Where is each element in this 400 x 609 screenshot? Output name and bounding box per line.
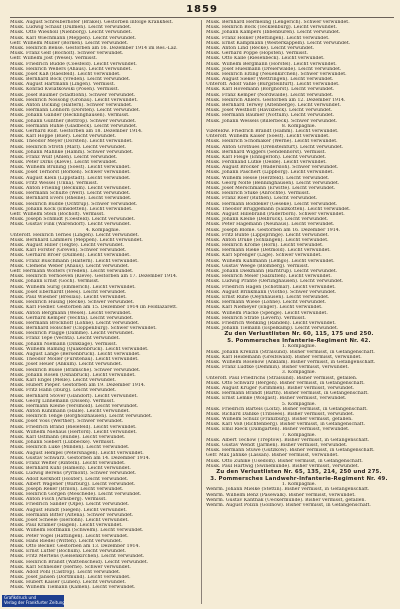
casualty-entry: Musk. Joseph Reker (Brilon). Leicht verwundet.: [10, 486, 124, 492]
casualty-entry: Musk. Bernhard Bock (Vreden). Leicht verwundet.: [10, 77, 131, 83]
casualty-entry: Musk. August Bröcker (Wadersloh). Schwer verwundet.: [206, 165, 339, 171]
casualty-entry: Musk. Peter Hagemann (Neuhaus). Leicht verwundet.: [206, 222, 335, 228]
casualty-entry: Musk. Bernhard Stöver (Glandorf). Leicht verwundet.: [10, 393, 138, 399]
casualty-entry: Musk. Otto Becker. Gestorben am 13. Dezember 1914.: [10, 543, 141, 549]
left-column: [10, 20, 196, 604]
casualty-entry: Musk. Franz Kemper (Nordwalde). Leicht verwundet.: [206, 92, 334, 98]
casualty-entry: Musk. Fritz Mertens (Gelsenkirchen). Leicht verwundet.: [10, 554, 145, 560]
casualty-entry: Musk. Karl Fiedler. Gestorben am 15. Dezember 1914 im Feldlazarett.: [10, 305, 178, 311]
casualty-entry: Musk. Heinrich Verhoeven (Kleve). Gestorben am 17. Dezember 1914.: [10, 274, 178, 280]
column-divider: [201, 20, 202, 604]
casualty-entry: Musk. Adolf Kerkhoff (Höxter). Leicht verwundet.: [10, 476, 129, 482]
casualty-entry: Musk. Heinrich Budde (Ochtrup). Schwer verwundet.: [10, 201, 138, 207]
casualty-entry: Musk. Paul Krämer (Hagen). Leicht verwundet.: [10, 523, 123, 529]
casualty-entry: Musk. Josef Scheele (Iserlohn). Leicht verwundet.: [10, 518, 129, 523]
casualty-entry: Musk. Josef Jansen (Dortmund). Leicht verwundet.: [10, 575, 131, 581]
casualty-entry: Musk. Otto Zühlke (Usedom). Bisher vermisst, in Gefangenschaft.: [206, 458, 363, 464]
casualty-entry: Musk. Heinrich Brandt (Wattenscheid). Leicht verwundet.: [10, 559, 149, 565]
casualty-entry: Musk. Gustav Fink (Warendorf). Leicht verwundet.: [10, 222, 132, 228]
casualty-entry: Musk. Karl Förster (Greven). Schwer verwundet.: [10, 248, 127, 254]
casualty-entry: Musk. Franz Hölker (Mettingen). Leicht verwundet.: [206, 35, 330, 41]
casualty-entry: Musk. Karl Engel (Melle). Leicht verwundet.: [10, 377, 117, 383]
casualty-entry: Musk. Ernst Kampmann (Westerkappeln). Leicht verwundet.: [206, 40, 351, 46]
casualty-entry: Musk. Fritz Hahn (Iburg). Leicht verwundet.: [10, 388, 117, 394]
casualty-entry: Musk. Hermann Bitter (Altena). Schwer verwundet.: [10, 512, 134, 518]
casualty-entry: Musk. Johann Kleine (Delbrück). Leicht verwundet.: [206, 217, 329, 223]
footer-line-2: Verlag der Frankfurter Zeitung: [4, 600, 65, 606]
casualty-entry: Musk. Heinrich Meier (Salzuflen). Leicht verwundet.: [206, 274, 332, 280]
casualty-entry: Musk. Karl Schneider (Herne). Schwer verwundet.: [10, 564, 131, 570]
casualty-entry: Musk. Heinrich Lüke (Minden). Leicht verwundet.: [10, 445, 130, 451]
casualty-entry: Musk. Wilhelm Bergmann (Hörstel). Leicht verwundet.: [206, 61, 337, 67]
casualty-entry: Musk. Josef Terhorst (Borken). Schwer verwundet.: [10, 170, 131, 176]
casualty-entry: Musk. Hermann Stüwe (Gützkow). Bisher vermisst, in Gefangenschaft.: [206, 448, 375, 454]
casualty-entry: Musk. Peter Dirks (Kleve). Leicht verwundet.: [10, 160, 118, 166]
casualty-entry: Musk. Wilhelm Hoffmann (Schwelm). Leicht verwundet.: [10, 528, 144, 534]
casualty-entry: Musk. Friedrich Sander (Olpe). Leicht verwundet.: [10, 502, 130, 508]
casualty-entry: Musk. Johann Günther (Bottrop). Schwer verwundet.: [10, 118, 137, 124]
casualty-entry: Musk. August Hempel (Petershagen). Leicht verwundet.: [10, 450, 144, 456]
casualty-entry: Musk. Georg Linnemann (Dissen). Vermisst.: [10, 398, 115, 404]
casualty-entry: Musk. Clemens Weber (Ahaus). Leicht verwundet.: [10, 263, 130, 269]
casualty-entry: Musk. Wilhelm Placke (Spenge). Leicht verwundet.: [206, 310, 328, 316]
casualty-entry: Musk. Anton Drüke (Schlangen). Leicht verwundet.: [206, 237, 329, 243]
casualty-entry: Musk. Anton Frieling (Beckum). Leicht verwundet.: [10, 186, 131, 191]
casualty-entry: Gefr. Wilhelm Jost (Wesel). Vermisst.: [10, 56, 98, 62]
casualty-entry: Musk. Johann Diekmann (Barntrup). Leicht verwundet.: [206, 269, 338, 274]
casualty-entry: Musk. Karl Ostmann (Bünde). Leicht verwundet.: [10, 435, 126, 440]
casualty-entry: Musk. Konrad Kwiatkowski (Posen). Vermisst.: [10, 87, 120, 93]
casualty-entry: Musk. Wilhelm Sürig (Emmerich). Leicht verwundet.: [10, 284, 136, 290]
casualty-entry: Musk. Anton Lind (Recke). Leicht verwundet.: [206, 45, 315, 51]
casualty-entry: Musk. Wilhelm Schulz (Franzburg). Bisher vermisst, gefallen.: [206, 417, 353, 423]
casualty-entry: Musk. Wilhelm Niehaus (Herford). Leicht verwundet.: [10, 429, 137, 435]
casualty-entry: Wehrm. Wilhelm Benz (Pasewalk). Bisher vermisst, verwundet.: [206, 492, 356, 498]
casualty-entry: Musk. Josef Voss (Werther). Schwer verwundet.: [10, 419, 124, 425]
casualty-entry: Musk. Bernhard Hermeling (Lengerich). Schwer verwundet.: [206, 20, 350, 25]
casualty-entry: Musk. Franz Buschmann (Haltern). Leicht verwundet.: [10, 258, 139, 264]
company-heading: 5. Kompagnie.: [281, 401, 317, 407]
casualty-entry: Unteroff. Wilhelm Kaiser (Soest). Leicht verwundet.: [206, 134, 330, 140]
casualty-entry: Musk. Anton Grothues (Drensteinfurt). Leicht verwundet.: [206, 144, 344, 150]
casualty-entry: Musk. Franz Welter (Rinteln). Leicht verwundet.: [10, 460, 126, 466]
casualty-entry: Musk. Paul Hartwig (Swinemünde). Bisher vermisst, verwundet.: [206, 463, 360, 469]
section-heading: Zu den Verlustlisten Nr. 65, 135, 214, 250 und 275.: [216, 468, 382, 475]
casualty-entry: Musk. Heinrich Strate (Levern). Vermisst.: [206, 315, 306, 321]
casualty-entry: Musk. Hubert Pieper. Gestorben am 19. Dezember 1914.: [10, 383, 146, 389]
casualty-entry: Vizefeldw. Friedrich Brandt (Hamm). Leicht verwundet.: [206, 128, 339, 134]
casualty-entry: Musk. Gerhard Broer (Dülmen). Leicht verwundet.: [10, 253, 131, 259]
casualty-entry: Musk. Friedrich Brand (Bielefeld). Leicht verwundet.: [10, 424, 137, 430]
casualty-entry: Musk. Johann Ernst (Goch). Vermisst.: [10, 279, 100, 285]
casualty-entry: Musk. Johann Gander (Recklinghausen). Vermisst.: [10, 113, 130, 119]
casualty-entry: Musk. Karl Hoppe (Buer). Leicht verwundet.: [10, 134, 117, 140]
casualty-entry: Musk. Heinrich Wellers (Ahaus). Leicht verwundet.: [10, 66, 132, 72]
casualty-entry: Musk. Anton Kuhlmann (Halle). Leicht verwundet.: [10, 409, 130, 415]
casualty-entry: Musk. Heinrich Ahlers. Gestorben am 12. Dezember 1914.: [206, 97, 346, 103]
casualty-entry: Musk. Fritz Wessel (Unna). Vermisst.: [10, 180, 99, 186]
casualty-entry: Gefr. Wilhelm Müller (Borken). Leicht verwundet.: [10, 40, 129, 46]
casualty-entry: Musk. Anton Bergmann (Wesel). Leicht verwundet.: [10, 310, 132, 316]
casualty-entry: Musk. Ludwig Prante (Oerlinghausen). Leicht verwundet.: [206, 279, 344, 285]
casualty-entry: Musk. Franz Roer (Rüthen). Leicht verwundet.: [206, 196, 318, 202]
casualty-entry: Wehrm. Gustav Kanthak (Ueckermünde). Bisher vermisst, gefallen.: [206, 497, 367, 503]
casualty-entry: Musk. Bernhard Hölscher (Cloppenburg). Schwer verwundet.: [10, 326, 157, 332]
casualty-entry: Musk. Johann Rosen (Osnabrück). Leicht verwundet.: [10, 372, 136, 378]
casualty-entry: Wehrm. August Polzin (Gollnow). Bisher vermisst, in Gefangenschaft.: [206, 502, 371, 508]
casualty-entry: Musk. August Lange (Bersenbrück). Leicht verwundet.: [10, 352, 141, 357]
casualty-entry: Musk. Bernhard Wiggers (Sendenhorst). Vermisst.: [206, 149, 327, 155]
casualty-entry: Musk. Otto Wiesholl (Nienborg). Leicht verwundet.: [10, 30, 133, 36]
casualty-entry: Musk. August Hartmann (Lingen). Vermisst.: [10, 82, 116, 88]
footer-line-1: Grafikdruck und: [4, 595, 37, 601]
casualty-entry: Musk. Josef Westhoff (Havixbeck). Leicht verwundet.: [206, 108, 333, 114]
casualty-entry: Musk. Ernst Lutter (Bochum). Leicht verwundet.: [10, 549, 127, 555]
company-heading: 8. Kompagnie.: [281, 123, 317, 129]
casualty-entry: Musk. Heinrich Busse (Bramsche). Schwer verwundet.: [10, 367, 141, 373]
casualty-entry: Musk. Karl Hovemann (Borghorst). Leicht verwundet.: [206, 87, 335, 93]
casualty-entry: Unteroff. Heinrich Ternes (Lingen). Leicht verwundet.: [10, 232, 140, 238]
casualty-entry: Musk. Heinrich Nossong (Gronau). Leicht verwundet.: [10, 97, 138, 103]
casualty-entry: Musk. Johann Niemann (Dinklage). Vermisst.: [10, 341, 118, 347]
casualty-entry: Musk. Otto Kalle (Riesenbeck). Leicht verwundet.: [206, 56, 325, 62]
casualty-entry: Musk. Ludwig Berens (Pyrmont). Schwer verwundet.: [10, 471, 137, 477]
casualty-entry: Gefr. Hermann Wolters (Vreden). Leicht verwundet.: [10, 269, 134, 274]
casualty-entry: Musk. Ernst Lemke (Wolgast). Bisher vermisst, verwundet.: [206, 396, 347, 402]
casualty-entry: Musk. Heinrich Krome (Horn). Leicht verwundet.: [206, 243, 324, 249]
casualty-entry: Musk. Franz Lüdtke (Demmin). Bisher vermisst, verwundet.: [206, 365, 349, 371]
casualty-entry: Musk. Peter Vogel (Hattingen). Leicht verwundet.: [10, 533, 129, 539]
casualty-entry: Musk. Wilhelm Raming (Quakenbrück). Leicht verwundet.: [10, 346, 149, 352]
casualty-entry: Musk. Heinrich Stroth (Marl). Leicht verwundet.: [10, 144, 127, 150]
casualty-entry: Musk. Heinrich Görgen (Meschede). Leicht verwundet.: [10, 492, 142, 498]
casualty-entry: Musk. Theodor Brüggemann (Salzkotten). Leicht verwundet.: [206, 206, 351, 212]
casualty-entry: Musk. Friedrich Hagen (Schötmar). Leicht verwundet.: [206, 284, 336, 290]
casualty-entry: Musk. Hermann Bäumer (Nottuln). Leicht verwundet.: [206, 113, 335, 119]
casualty-entry: Musk. Friedrich Wehking (Rahden). Leicht verwundet.: [206, 320, 336, 326]
casualty-entry: Musk. Wilhelm Hesse (Herzfeld). Leicht verwundet.: [206, 175, 330, 181]
casualty-entry: Musk. Gerhard Poppe (Hopsten). Vermisst.: [206, 51, 309, 57]
casualty-entry: Musk. Josef Huesmann (Dreierwalde). Leicht verwundet.: [206, 66, 342, 72]
casualty-entry: Musk. Hermann Brandt (Barth). Bisher vermisst, in Gefangenschaft.: [206, 391, 369, 397]
company-heading: 4. Kompagnie.: [85, 227, 121, 233]
casualty-entry: Musk. Ludwig Schauf (Dülmen). Leicht verwundet.: [10, 25, 132, 31]
casualty-entry: Musk. Adolf Pohl (Castrop). Leicht verwundet.: [10, 569, 121, 575]
casualty-entry: Musk. Ferdinand Lütke (Oelde). Leicht verwundet.: [206, 160, 327, 166]
casualty-entry: Musk. Karl Sprenger (Lage). Schwer verwundet.: [206, 253, 322, 259]
casualty-entry: Musk. Wilhelm Rosenow (Anklam). Bisher vermisst, in Gefangenschaft.: [206, 360, 376, 365]
casualty-entry: Musk. Ernst Ruhe (Oeynhausen). Leicht verwundet.: [206, 294, 330, 300]
casualty-entry: Musk. Heinrich Tenge (Borgholzhausen). Leicht verwundet.: [10, 414, 153, 420]
casualty-entry: Musk. Gustav Schwarz. Gestorben am 14. Dezember 1914.: [10, 455, 151, 461]
casualty-entry: Musk. Wilhelm Kuhlmann (Lemgo). Leicht verwundet.: [206, 258, 335, 264]
casualty-entry: Musk. Karl Wiechmann (Meppen). Leicht verwundet.: [10, 35, 137, 41]
casualty-entry: Musk. Josef Bäumer (Stadtlohn). Schwer verwundet.: [10, 92, 136, 98]
casualty-entry: Musk. Hermann Böddeker (Geseke). Leicht verwundet.: [206, 201, 338, 207]
casualty-entry: Musk. Josef Heuer (Ankum). Leicht verwundet.: [10, 362, 123, 368]
casualty-entry: Musk. Gerhard Kemper (Vechta). Leicht verwundet.: [10, 315, 134, 321]
section-heading: Zu den Verlustlisten Nr. 60, 115, 175 und 250.: [224, 331, 374, 338]
casualty-entry: Musk. Theodor Möller (Fürstenau). Leicht verwundet.: [10, 357, 139, 363]
library-footer-badge: [2, 595, 64, 607]
casualty-entry: Musk. Johann Mahnke (Hamm). Schwer verwundet.: [10, 149, 134, 155]
casualty-entry: Musk. Franz Tepe (Vechta). Leicht verwundet.: [10, 336, 121, 342]
casualty-entry: Musk. Josef Eberhardt (Rees). Leicht verwundet.: [10, 289, 127, 295]
casualty-entry: Musk. Georg Nolte (Benninghausen). Leicht verwundet.: [206, 180, 340, 186]
casualty-entry: Musk. August Sieker (Wettringen). Leicht verwundet.: [206, 77, 334, 83]
casualty-entry: Musk. Heinrich Hüsing (Recke). Schwer verwundet.: [10, 300, 135, 306]
casualty-entry: Musk. Friedrich Bartels (Loitz). Bisher vermisst, in Gefangenschaft.: [206, 406, 368, 412]
casualty-entry: Musk. August Hiller (Telgte). Leicht verwundet.: [10, 243, 125, 249]
casualty-entry: Musk. Paul Wiesner (Breslau). Leicht verwundet.: [10, 294, 127, 300]
casualty-entry: Musk. Albert Techow (Treptow). Bisher vermisst, in Gefangenschaft.: [206, 437, 370, 443]
casualty-entry: Musk. Hermann Rühle (Gladbeck). Leicht verwundet.: [10, 123, 138, 129]
casualty-entry: Musk. Johann Krenzin (Stralsund). Bisher vermisst, in Gefangenschaft.: [206, 349, 375, 355]
casualty-entry: Musk. Richard Dahlke (Tribsees). Bisher vermisst, verwundet.: [206, 411, 355, 417]
casualty-entry: Musk. Karl Fleige (Ennigerloh). Leicht verwundet.: [206, 154, 327, 160]
casualty-entry: Musk. Theodor Meyer (Dorsten). Leicht verwundet.: [10, 139, 133, 145]
newspaper-page: [10, 4, 394, 604]
casualty-entry: Musk. Johann Kock (Emsdetten). Leicht verwundet.: [10, 206, 133, 212]
casualty-entry: Musk. Johann Tiemann (Espelkamp). Leicht verwundet.: [206, 326, 339, 332]
casualty-entry: Unteroff. Paul Friedrichs (Stralsund). Bisher vermisst, gefallen.: [206, 375, 358, 381]
casualty-entry: Musk. Hubert Kaiser (Lünen). Leicht verwundet.: [10, 580, 127, 586]
casualty-entry: Musk. August Krüger (Grimmen). Bisher vermisst, verwundet.: [206, 385, 355, 391]
casualty-entry: Musk. August Klein (Lippstadt). Leicht verwundet.: [10, 175, 131, 181]
company-heading: 3. Kompagnie.: [281, 370, 317, 376]
casualty-entry: Musk. Hermann Lohhörn (Dorsten). Leicht verwundet.: [10, 108, 141, 114]
casualty-entry: Musk. Johann Kampers (Ibbenbüren). Leicht verwundet.: [206, 30, 341, 36]
casualty-entry: Musk. Johann Siebert (Lübbecke). Vermisst.: [10, 440, 115, 446]
section-heading: 5. Pommersches Infanterie-Regiment Nr. 42.: [227, 337, 371, 344]
section-heading: 3. Pommersches Landwehr-Infanterie-Regiment Nr. 49.: [210, 475, 388, 482]
casualty-entry: Musk. August Hundt (Siegen). Leicht verwundet.: [10, 507, 127, 513]
casualty-entry: Musk. August Hillebrand (Paderborn). Schwer verwundet.: [206, 211, 345, 217]
casualty-entry: Musk. Gustav Weege (Blomberg). Vermisst.: [206, 263, 310, 269]
casualty-entry: Musk. Friedrich Budde (Coesfeld). Leicht verwundet.: [10, 61, 137, 67]
casualty-entry: Musk. Heinrich Bock (Tecklenburg). Leicht verwundet.: [206, 25, 337, 31]
casualty-entry: Musk. Franz Gelf (Bocholt). Schwer verwundet.: [10, 51, 124, 57]
casualty-entry: Musk. Albert Wagener (Warburg). Leicht verwundet.: [10, 481, 136, 487]
casualty-entry: Gefr. Wilhelm Stein (Bocholt). Vermisst.: [10, 211, 105, 217]
company-heading: 7. Kompagnie.: [281, 432, 317, 438]
casualty-entry: Musk. Bernhard Lammers (Meppen). Leicht verwundet.: [10, 237, 143, 243]
casualty-entry: Musk. Wilhelm Brüning (Soest). Leicht verwundet.: [10, 165, 131, 171]
casualty-entry: Musk. Fritz Bunte (Lippspringe). Leicht verwundet.: [206, 232, 330, 238]
casualty-entry: Musk. Heinrich Plagge (Damme). Leicht verwundet.: [10, 331, 135, 337]
casualty-entry: Musk. Bernhard Kuhl (Hameln). Leicht verwundet.: [10, 466, 131, 472]
casualty-entry: Musk. Joseph Blome. Gestorben am 16. Dezember 1914.: [206, 227, 341, 233]
header-rule: [10, 17, 394, 18]
casualty-entry: Unteroff. Adolf Vahle (Burgsteinfurt). Leicht verwundet.: [206, 82, 340, 88]
casualty-entry: Musk. Otto Schwarz (Bergen). Bisher vermisst, in Gefangenschaft.: [206, 380, 365, 386]
casualty-entry: Musk. Franz Wulf (Ahlen). Leicht verwundet.: [10, 154, 118, 160]
casualty-entry: Musk. Emil Rieck (Damgarten). Bisher vermisst, verwundet.: [206, 427, 350, 433]
casualty-entry: Wehrm. Johann Mielke (Stettin). Bisher vermisst, in Gefangenschaft.: [206, 487, 370, 493]
casualty-entry: Musk. Karl Niemeyer (Enger). Leicht verwundet.: [206, 305, 323, 311]
casualty-entry: Musk. Johann Wessels (Billerbeck). Schwer verwundet.: [206, 118, 338, 124]
page-number: 1859: [186, 4, 218, 15]
casualty-entry: Musk. Wilhelm Tiemann (Kamen). Leicht verwundet.: [10, 585, 136, 591]
casualty-entry: Musk. Johann Paschert (Lippborg). Leicht verwundet.: [206, 170, 334, 176]
casualty-entry: Musk. Hermann Kleine (Versmold). Leicht verwundet.: [10, 403, 139, 409]
casualty-entry: Musk. Joseph Schmidt (Coesfeld). Leicht verwundet.: [10, 217, 136, 223]
casualty-entry: Musk. Gustav Wendt (Jarmen). Bisher vermisst, verwundet.: [206, 443, 348, 448]
casualty-entry: Musk. August Schreiberhöfer (Brakel). Gestorben infolge Krankheit.: [10, 20, 174, 25]
company-heading: 1. Kompagnie.: [281, 344, 317, 350]
casualty-entry: Musk. Heinrich Schomaker (Werne). Leicht verwundet.: [206, 139, 338, 145]
casualty-entry: Musk. Heinrich Bense. Gestorben am 16. Dezember 1914 im Res.-Laz.: [10, 45, 178, 51]
casualty-entry: Musk. Bernhard Terwey (Altenberge). Leicht verwundet.: [206, 103, 341, 108]
casualty-entry: Musk. Karl Heidemann (Greifswald). Bisher vermisst, verwundet.: [206, 354, 362, 360]
casualty-entry: Musk. Josef Merschmann (Erwitte). Leicht verwundet.: [206, 186, 336, 191]
casualty-entry: Musk. Anton Fisch (Arnsberg). Vermisst.: [10, 497, 107, 503]
casualty-entry: Musk. Hermann Brockhoff (Lohne). Leicht verwundet.: [10, 320, 140, 326]
casualty-entry: Musk. Hermann Wiese (Löhne). Leicht verwundet.: [206, 300, 327, 306]
casualty-entry: Musk. Hermann Rieke (Detmold). Leicht verwundet.: [206, 248, 331, 254]
casualty-entry: Musk. Bernhard Evers (Rheine). Leicht verwundet.: [10, 196, 132, 202]
casualty-entry: Gefr. Max Jahnke (Lassan). Bisher vermisst, verwundet.: [206, 453, 339, 459]
casualty-entry: Musk. Gerhard Rolf. Gestorben am 18. Dezember 1914.: [10, 128, 143, 134]
company-heading: 1. Kompagnie.: [281, 482, 317, 488]
casualty-entry: Musk. Hans Riedel (Witten). Leicht verwundet.: [10, 538, 123, 544]
casualty-entry: Musk. Hermann Schulte (Werl). Leicht verwundet.: [10, 191, 131, 197]
right-column: [206, 20, 392, 604]
casualty-entry: Musk. Heinrich Elting (Neuenkirchen). Schwer verwundet.: [206, 71, 347, 77]
casualty-entry: Musk. August Brinkmann (Vlotho). Schwer verwundet.: [206, 289, 337, 295]
casualty-entry: Musk. Karl Voß (Richtenberg). Bisher vermisst, in Gefangenschaft.: [206, 422, 366, 428]
casualty-entry: Musk. Heinrich Stuke (Anröchte). Vermisst.: [206, 191, 311, 197]
casualty-entry: Musk. Josef Kaß (Raesfeld). Leicht verwundet.: [10, 71, 121, 77]
casualty-entry: Musk. Anton Dicking (Haltern). Schwer verwundet.: [10, 103, 133, 108]
